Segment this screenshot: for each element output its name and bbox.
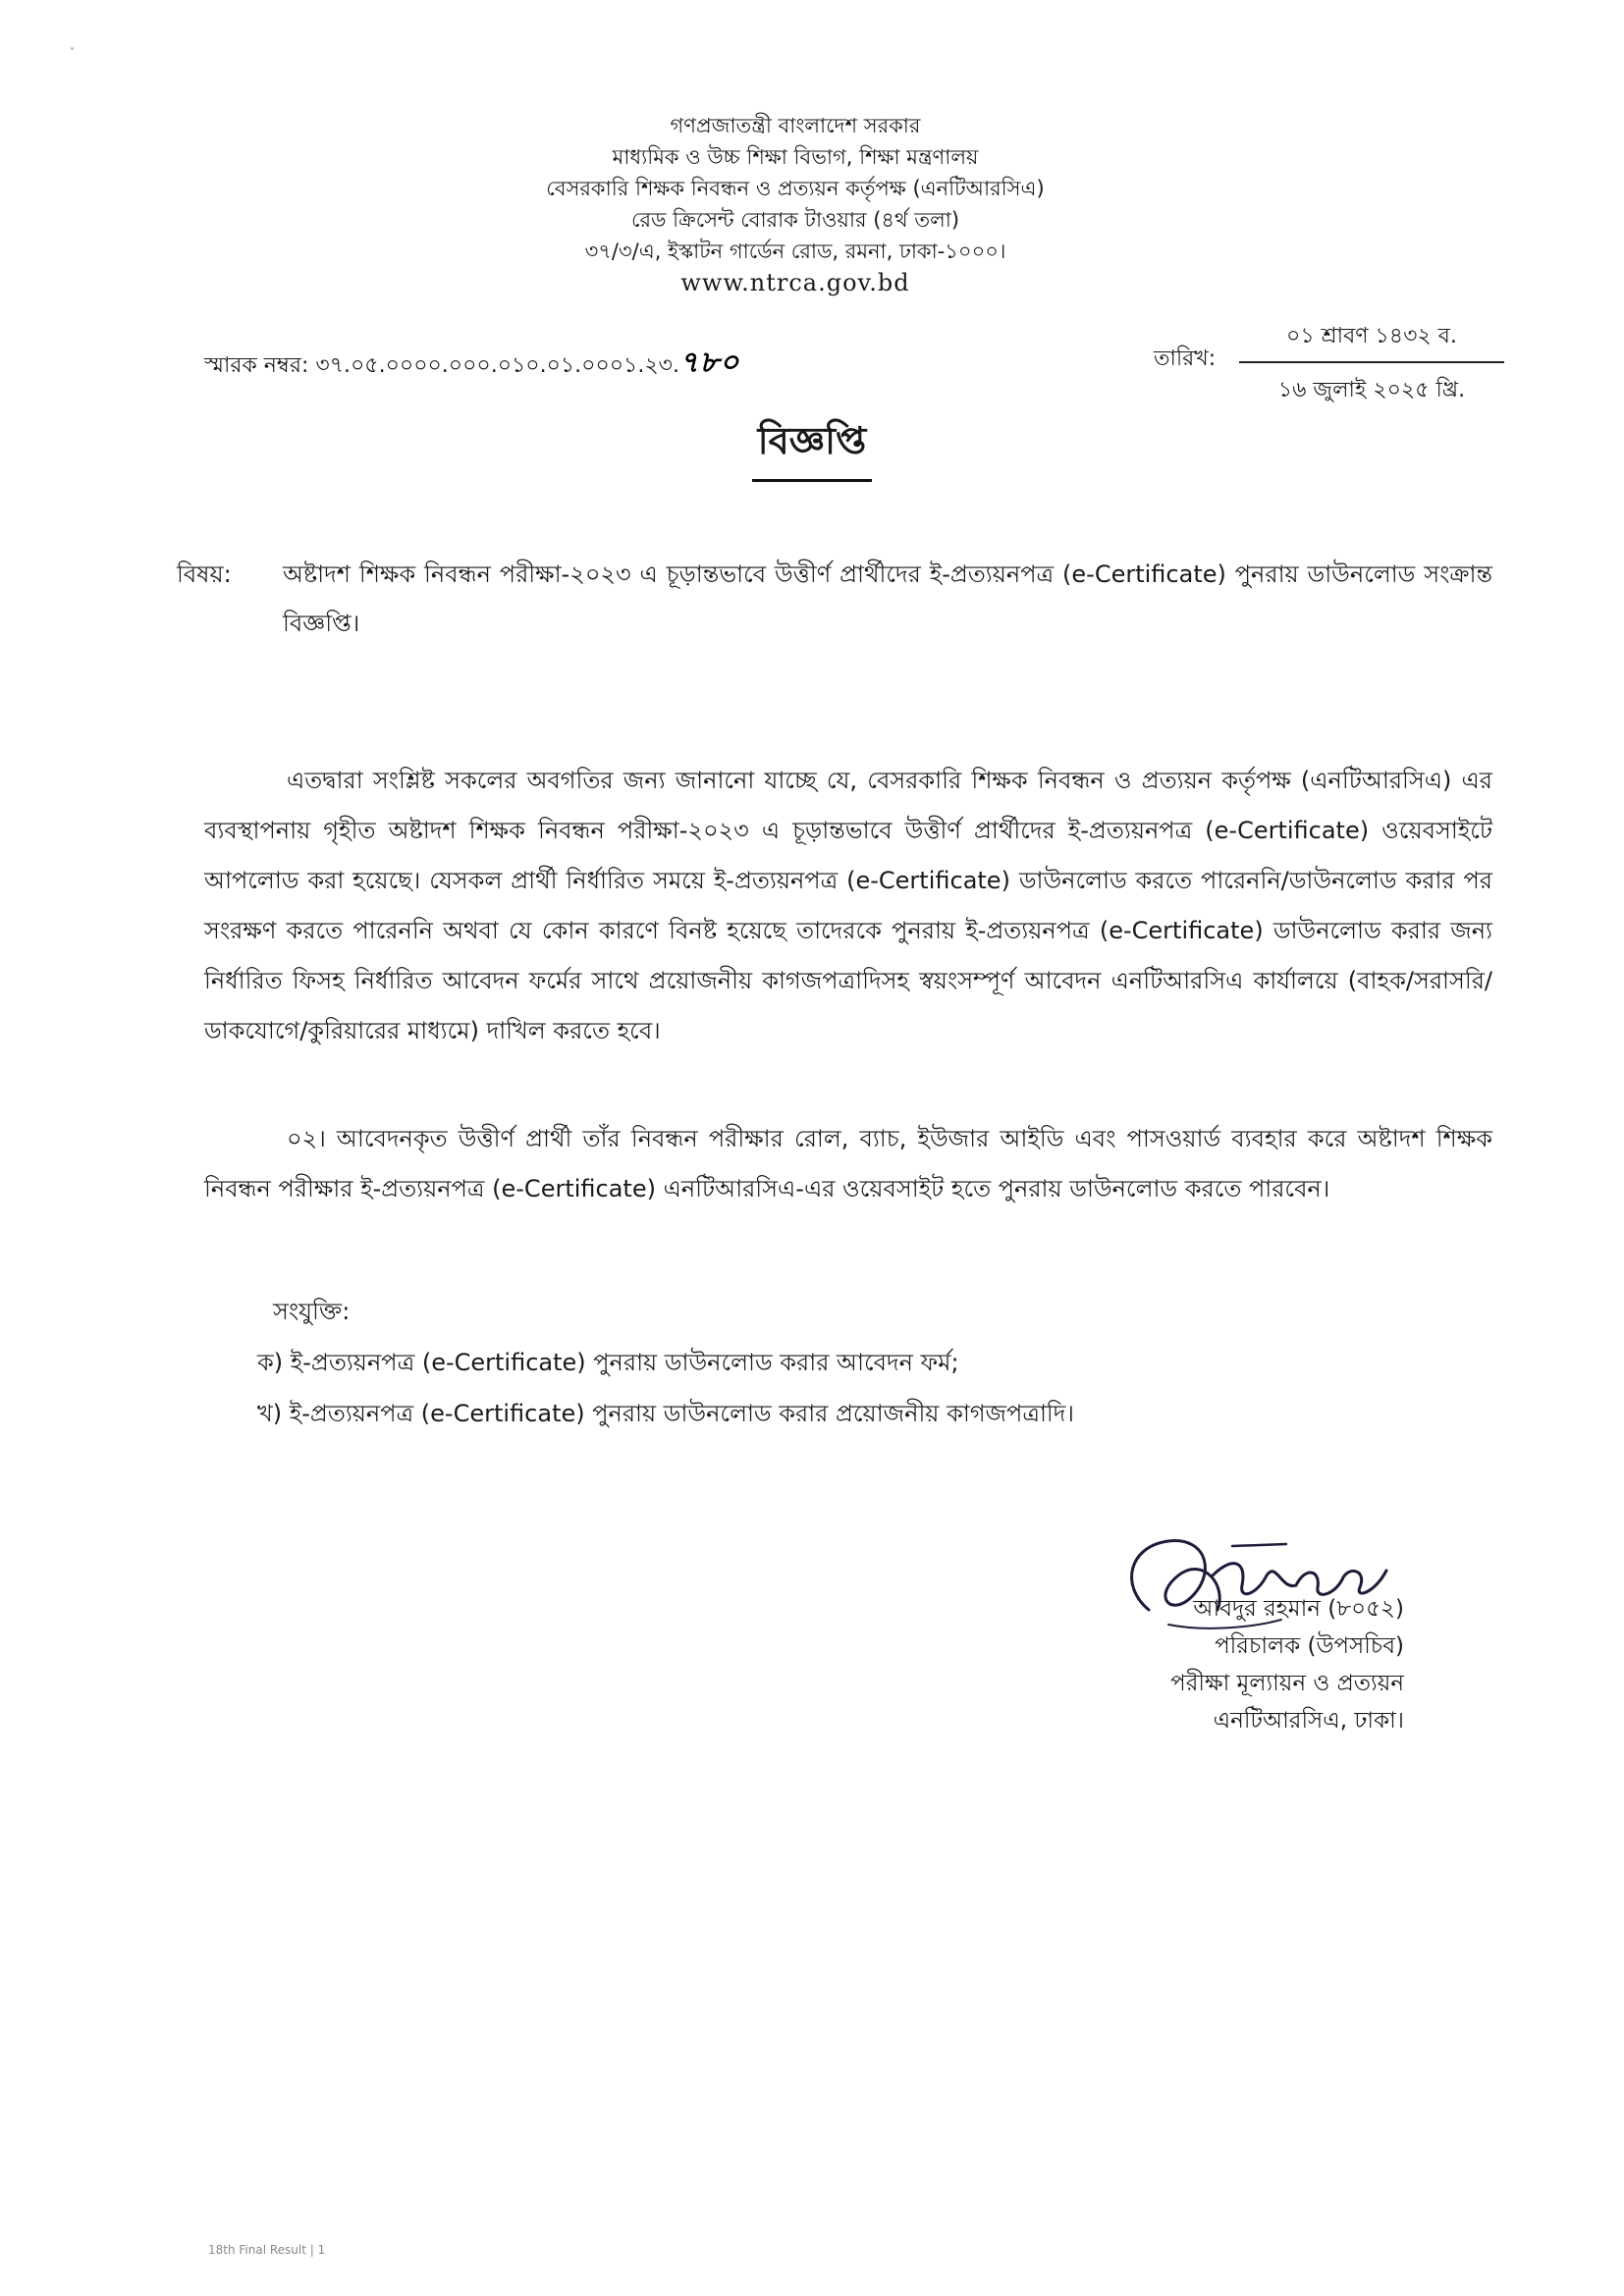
attachments-title: সংযুক্তি: [273, 1298, 351, 1325]
body-paragraph-2: ০২। আবেদনকৃত উত্তীর্ণ প্রার্থী তাঁর নিবন্ধন পরীক্ষার রোল, ব্যাচ, ইউজার আইডি এবং পাসওয়ার্ড ব্যবহার করে অষ্টাদশ শিক্ষক নিবন্ধন পরীক্ষার ই-প্রত্যয়নপত্র (e-Certificate) এনটিআরসিএ-এর ওয়েবসাইট হতে পুনরায় ডাউনলোড করতে পারবেন। [204, 1125, 1492, 1202]
date-block [1239, 319, 1504, 409]
date-bangla: ০১ শ্রাবণ ১৪৩২ ব. [1239, 319, 1504, 363]
subject-label: বিষয়: [177, 561, 232, 588]
letterhead [393, 110, 1198, 298]
building-address: রেড ক্রিসেন্ট বোরাক টাওয়ার (৪র্থ তলা) [630, 208, 960, 232]
memo-label: স্মারক নম্বর: [204, 353, 316, 378]
govt-name: গণপ্রজাতন্ত্রী বাংলাদেশ সরকার [670, 114, 921, 137]
page-footer: 18th Final Result | 1 [208, 2243, 326, 2257]
attachment-item: ক) ই-প্রত্যয়নপত্র (e-Certificate) পুনরায় ডাউনলোড করার আবেদন ফর্ম; [257, 1349, 959, 1376]
attachment-item: খ) ই-প্রত্যয়নপত্র (e-Certificate) পুনরায় ডাউনলোড করার প্রয়োজনীয় কাগজপত্রাদি। [257, 1400, 1074, 1427]
website-link[interactable]: www.ntrca.gov.bd [680, 269, 910, 296]
signatory-name: আবদুর রহমান (৮০৫২) [1193, 1596, 1404, 1622]
date-english: ১৬ জুলাই ২০২৫ খ্রি. [1277, 378, 1466, 402]
authority-name: বেসরকারি শিক্ষক নিবন্ধন ও প্রত্যয়ন কর্তৃপক্ষ (এনটিআরসিএ) [546, 177, 1045, 200]
signatory-designation: পরিচালক (উপসচিব) [1215, 1633, 1404, 1659]
subject-line [177, 550, 1492, 648]
signatory-office: এনটিআরসিএ, ঢাকা। [1213, 1708, 1404, 1734]
subject-text: অষ্টাদশ শিক্ষক নিবন্ধন পরীক্ষা-২০২৩ এ চূড়ান্তভাবে উত্তীর্ণ প্রার্থীদের ই-প্রত্যয়নপত্র (e-Certificate) পুনরায় ডাউনলোড সংক্রান্ত বিজ্ঞপ্তি। [283, 561, 1492, 637]
notice-title-text: বিজ্ঞপ্তি [752, 412, 873, 482]
street-address: ৩৭/৩/এ, ইস্কাটন গার্ডেন রোড, রমনা, ঢাকা-১০০০। [584, 240, 1006, 263]
attachments [257, 1286, 1074, 1439]
division-name: মাধ্যমিক ও উচ্চ শিক্ষা বিভাগ, শিক্ষা মন্ত্রণালয় [612, 145, 979, 169]
notice-title [0, 412, 1624, 482]
date-label: তারিখ: [1154, 347, 1217, 371]
signatory-block [1070, 1590, 1404, 1739]
memo-number [204, 339, 739, 389]
scan-speck [71, 47, 74, 50]
body-paragraph-1: এতদ্বারা সংশ্লিষ্ট সকলের অবগতির জন্য জানানো যাচ্ছে যে, বেসরকারি শিক্ষক নিবন্ধন ও প্রত্যয়ন কর্তৃপক্ষ (এনটিআরসিএ) এর ব্যবস্থাপনায় গৃহীত অষ্টাদশ শিক্ষক নিবন্ধন পরীক্ষা-২০২৩ এ চূড়ান্তভাবে উত্তীর্ণ প্রার্থীদের ই-প্রত্যয়নপত্র (e-Certificate) ওয়েবসাইটে আপলোড করা হয়েছে। যেসকল প্রার্থী নির্ধারিত সময়ে ই-প্রত্যয়নপত্র (e-Certificate) ডাউনলোড করতে পারেননি/ডাউনলোড করার পর সংরক্ষণ করতে পারেননি অথবা যে কোন কারণে বিনষ্ট হয়েছে তাদেরকে পুনরায় ই-প্রত্যয়নপত্র (e-Certificate) ডাউনলোড করার জন্য নির্ধারিত ফিসহ নির্ধারিত আবেদন ফর্মের সাথে প্রয়োজনীয় কাগজপত্রাদিসহ স্বয়ংসম্পূর্ণ আবেদন এনটিআরসিএ কার্যালয়ে (বাহক/সরাসরি/ডাকযোগে/কুরিয়ারের মাধ্যমে) দাখিল করতে হবে। [204, 767, 1492, 1044]
signatory-department: পরীক্ষা মূল্যায়ন ও প্রত্যয়ন [1170, 1671, 1404, 1696]
memo-number-value: ৩৭.০৫.০০০০.০০০.০১০.০১.০০০১.২৩. [315, 353, 679, 378]
memo-handwritten-suffix: ৭৮০ [678, 346, 740, 380]
